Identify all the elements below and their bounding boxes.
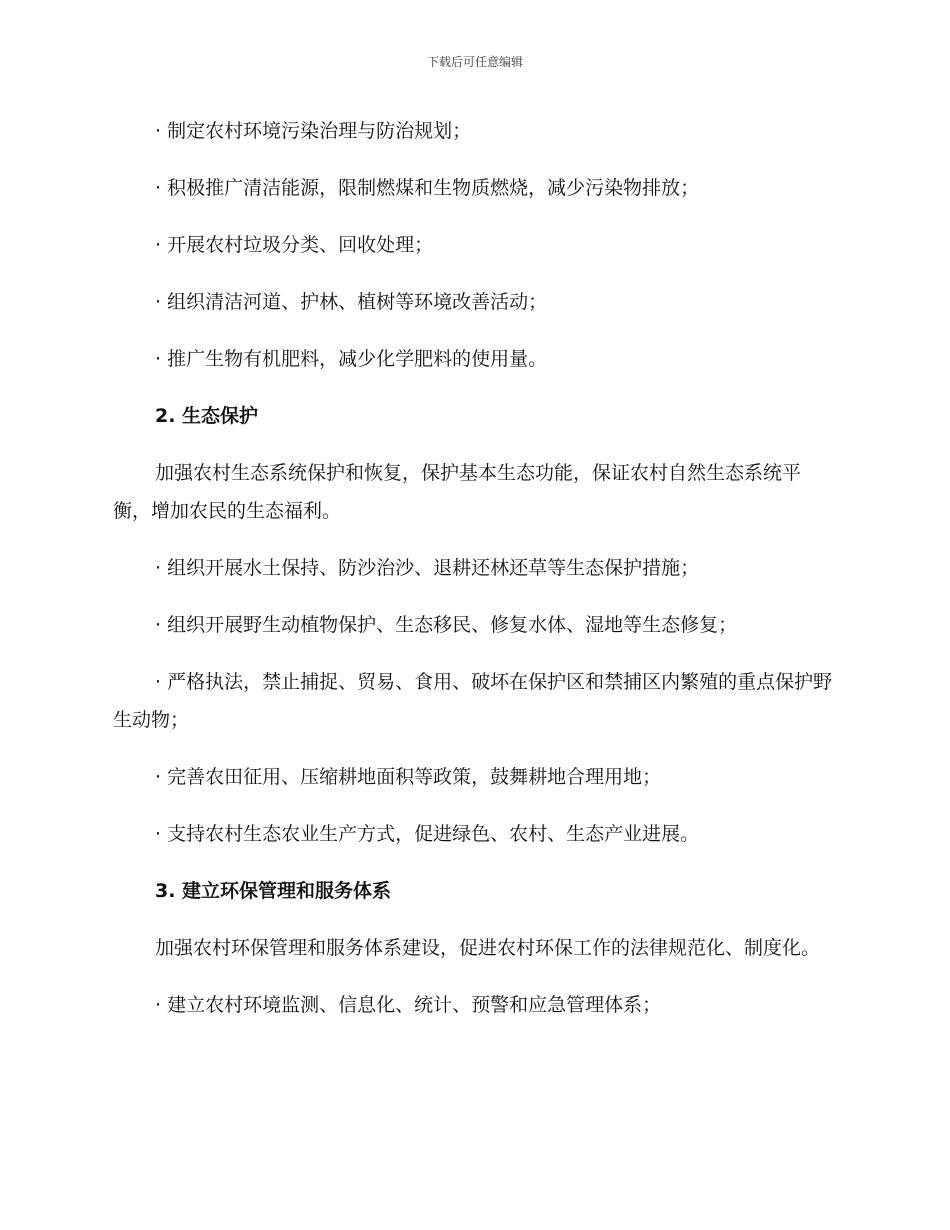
- bullet-item: · 推广生物有机肥料，减少化学肥料的使用量。: [155, 348, 548, 370]
- section-heading: 3. 建立环保管理和服务体系: [155, 880, 392, 902]
- bullet-item: · 组织清洁河道、护林、植树等环境改善活动；: [155, 291, 548, 313]
- bullet-item: · 开展农村垃圾分类、回收处理；: [155, 234, 434, 256]
- bullet-item: · 严格执法，禁止捕捉、贸易、食用、破坏在保护区和禁捕区内繁殖的重点保护野生动物；: [113, 671, 833, 731]
- paragraph: 加强农村生态系统保护和恢复，保护基本生态功能，保证农村自然生态系统平衡，增加农民的生态福利。: [113, 462, 802, 522]
- bullet-item: · 组织开展水土保持、防沙治沙、退耕还林还草等生态保护措施；: [155, 557, 700, 579]
- bullet-item: · 组织开展野生动植物保护、生态移民、修复水体、湿地等生态修复；: [155, 614, 738, 636]
- bullet-item: · 建立农村环境监测、信息化、统计、预警和应急管理体系；: [155, 994, 662, 1016]
- document-body: [113, 112, 833, 1043]
- paragraph: 加强农村环保管理和服务体系建设，促进农村环保工作的法律规范化、制度化。: [155, 937, 821, 959]
- bullet-item: · 完善农田征用、压缩耕地面积等政策，鼓舞耕地合理用地；: [155, 766, 662, 788]
- bullet-item: · 积极推广清洁能源，限制燃煤和生物质燃烧，减少污染物排放；: [155, 177, 700, 199]
- bullet-item: · 制定农村环境污染治理与防治规划；: [155, 120, 472, 142]
- page-header: 下载后可任意编辑: [426, 55, 523, 69]
- section-heading: 2. 生态保护: [155, 405, 259, 427]
- bullet-item: · 支持农村生态农业生产方式，促进绿色、农村、生态产业进展。: [155, 823, 700, 845]
